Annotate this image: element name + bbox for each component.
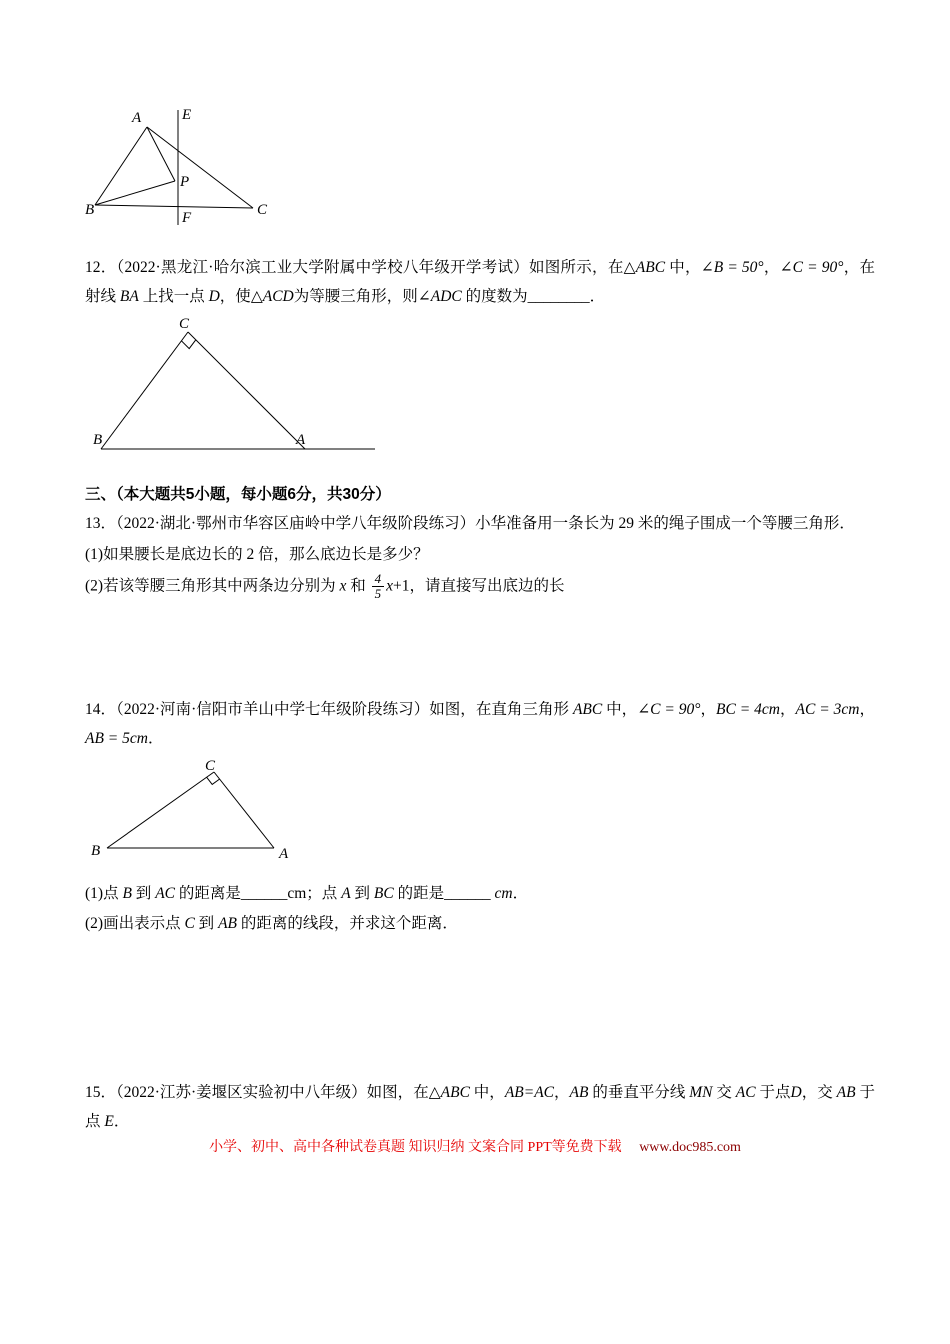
point-label-P: P: [180, 174, 190, 190]
triangle-figure-11: [85, 105, 280, 233]
math-inline: BA: [119, 287, 139, 305]
math-inline: AB = 5cm: [85, 729, 148, 747]
text-run: ，: [763, 259, 780, 276]
edge-BC: [95, 205, 253, 208]
text-run: +1，请直接写出底边的长: [393, 577, 565, 595]
point-label-B: B: [91, 842, 101, 859]
text-run: 14．（2022·河南·信阳市羊山中学七年级阶段练习）如图，在直角三角形: [85, 701, 573, 719]
point-label-C: C: [257, 202, 268, 218]
math-inline: E: [104, 1112, 114, 1130]
math-inline: BC: [373, 884, 394, 902]
text-run: 到: [350, 884, 374, 902]
text-run: 交: [712, 1083, 736, 1101]
math-inline: A: [341, 884, 351, 902]
math-inline: AB: [218, 915, 237, 933]
math-inline: ∠C = 90°: [637, 701, 701, 719]
math-inline: AC = 3cm: [795, 701, 860, 719]
math-inline: x: [339, 577, 347, 595]
text-run: ，: [779, 701, 796, 719]
math-inline: AB: [569, 1083, 589, 1101]
text-run: (2)画出表示点: [85, 915, 185, 933]
text-run: (1)点: [85, 884, 123, 902]
text-run: 为等腰三角形，则: [293, 287, 418, 305]
point-label-C: C: [205, 759, 216, 774]
text-run: 的距是______: [393, 884, 495, 902]
point-label-E: E: [182, 107, 192, 123]
math-inline: C: [184, 915, 195, 933]
text-run: ，: [859, 701, 875, 719]
math-inline: cm: [494, 884, 513, 902]
edge-CA: [188, 332, 305, 449]
text-run: ．: [147, 729, 164, 747]
problem-12-text: [85, 254, 875, 311]
text-run: 中，: [665, 259, 701, 276]
text-run: ．: [512, 884, 529, 902]
text-run: 和: [346, 577, 370, 595]
text-run: ，在射线: [85, 259, 875, 305]
text-run: 13．（2022·湖北·鄂州市华容区庙岭中学八年级阶段练习）小华准备用一条长为 29 米的绳子围成一个等腰三角形．: [85, 515, 855, 533]
text-run: 于点: [85, 1083, 875, 1130]
text-run: 于点: [755, 1083, 791, 1101]
text-run: 15．（2022·江苏·姜堰区实验初中八年级）如图，在: [85, 1083, 429, 1101]
math-inline: ABC: [572, 701, 603, 719]
text-run: ．: [113, 1112, 130, 1130]
point-label-C: C: [179, 317, 190, 333]
segment-AP: [147, 127, 175, 181]
math-inline: x: [386, 577, 393, 595]
text-run: (1)如果腰长是底边长的 2 倍，那么底边长是多少？: [85, 546, 429, 564]
math-inline: AC: [735, 1083, 756, 1101]
problem-13-part2: [85, 572, 875, 602]
text-run: (2)若该等腰三角形其中两条边分别为: [85, 577, 340, 595]
problem-15-text: [85, 1079, 875, 1136]
footer-text: 小学、初中、高中各种试卷真题 知识归纳 文案合同 PPT等免费下载: [209, 1140, 622, 1156]
math-inline: MN: [689, 1083, 713, 1101]
text-run: 到: [131, 884, 156, 902]
text-run: ，交: [801, 1083, 837, 1101]
point-label-A: A: [296, 432, 306, 449]
math-inline: BC = 4cm: [716, 701, 780, 719]
page-footer: [0, 1136, 950, 1156]
point-label-B: B: [85, 202, 95, 218]
section-3-header: 三、（本大题共5小题，每小题6分，共30分）: [85, 486, 391, 504]
math-inline: ∠C = 90°: [779, 259, 844, 276]
math-inline: D: [790, 1083, 802, 1101]
math-inline: △ABC: [623, 259, 666, 276]
math-inline: AB=AC: [504, 1083, 555, 1101]
text-run: 的垂直平分线: [588, 1083, 690, 1101]
edge-CA: [214, 772, 274, 848]
text-run: 的度数为________．: [461, 287, 606, 305]
text-run: 的距离的线段，并求这个距离．: [237, 915, 458, 933]
point-label-F: F: [182, 210, 192, 226]
footer-site-link: www.doc985.com: [639, 1140, 741, 1156]
triangle-figure-12: [93, 317, 383, 467]
edge-CB: [107, 772, 214, 848]
triangle-figure-14: [89, 760, 304, 865]
text-run: ，: [700, 701, 717, 719]
figure-problem11: [85, 105, 875, 238]
figure-problem14: [89, 760, 875, 870]
math-inline: D: [208, 287, 220, 305]
point-label-A: A: [279, 845, 289, 862]
point-label-B: B: [93, 432, 103, 449]
edge-AC: [147, 127, 253, 208]
right-angle-mark: [181, 340, 195, 349]
problem-14-part1: [85, 880, 875, 909]
text-run: ，: [554, 1083, 570, 1101]
point-label-A: A: [132, 110, 142, 126]
problem-14-text: [85, 696, 875, 753]
edge-CB: [101, 332, 188, 449]
text-run: 到: [194, 915, 219, 933]
problem-13-part1: [85, 541, 875, 570]
segment-BP: [95, 181, 175, 205]
math-inline: △ACD: [250, 287, 294, 305]
figure-problem12: [93, 317, 875, 472]
fraction: $\frac{4}{5}$: [372, 572, 385, 602]
problem-14-part2: [85, 910, 875, 939]
math-inline: △ABC: [428, 1083, 470, 1101]
problem-13-text: [85, 510, 875, 539]
math-inline: AC: [155, 884, 175, 902]
right-angle-mark: [207, 777, 220, 784]
text-run: ，使: [219, 287, 251, 305]
math-inline: AB: [836, 1083, 856, 1101]
text-run: 的距离是______cm；点: [175, 884, 342, 902]
math-inline: ∠B = 50°: [700, 259, 764, 276]
text-run: 上找一点: [138, 287, 209, 305]
text-run: 中，: [602, 701, 638, 719]
math-inline: B: [122, 884, 132, 902]
text-run: 中，: [469, 1083, 505, 1101]
edge-AB: [95, 127, 147, 205]
text-run: 12．（2022·黑龙江·哈尔滨工业大学附属中学校八年级开学考试）如图所示，在: [85, 259, 624, 276]
math-inline: ∠ADC: [417, 287, 462, 305]
